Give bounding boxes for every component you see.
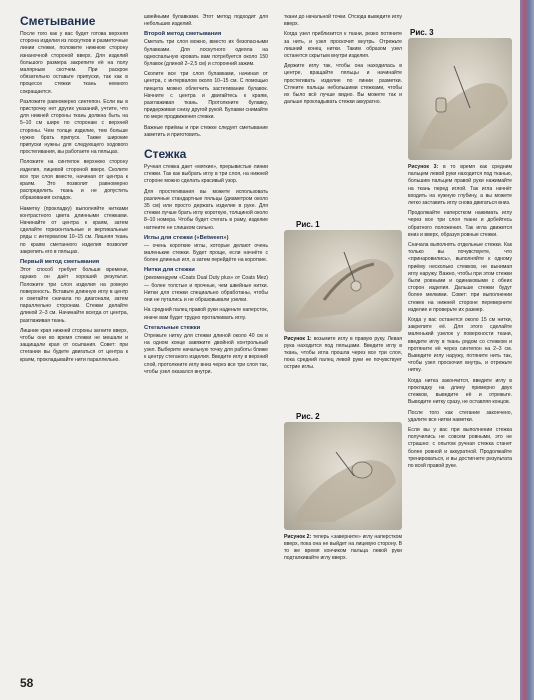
paragraph: На средний палец правой руки наденьте наперсток, иначе вам будет трудно проталкивать иглу. [144, 307, 268, 321]
paragraph: После того как у вас будет готова верхняя сторона изделия из лоскутков и разметочные линии стежки, положите нижнюю сторону изнаночной стороной вверх. Для изделий большого размера закрепите её на полу малярным скотчем. При раскрое обязательно оставьте припуски, так как в процессе стежки ткань немного сокращается. [20, 31, 128, 95]
paragraph: Ручная стежка дает «мягкие», прерывистые линии стежки. Так как выбрать иглу в три слоя, на нижней стороне можно сделать красивый узор. [144, 164, 268, 185]
subheading-first-method: Первый метод сметывания [20, 259, 100, 266]
heading-smetyvanie: Сметывание [20, 14, 96, 28]
heading-stezhka: Стежка [144, 147, 187, 162]
figure-3-photo [408, 38, 512, 160]
caption-text: возьмите иглу в правую руку. Левая рука находится под пяльцами. Введите иглу в ткань, чтобы игла прошла через все три слоя, пока средний палец левой руки не почувствует острие иглы. [284, 336, 402, 370]
paragraph: Сначала выполнять отдельные стежки. Как только вы почувствуете, что «принаровились», выполняйте к одному приёму несколько стежков, не вынимая иглу наружу. Важно, чтобы при этом стежки были ровными и одинаковыми с обеих сторон изделия. Дальше стежки будут более мелкими. Совет: при выполнении стежек на нижней стороне переверните изделие и проверьте их размер. [408, 242, 512, 313]
paragraph: швейными булавками. Этот метод подходит для небольших изделий. [144, 14, 268, 28]
paragraph: Положите на синтепон верхнюю сторону изделия, лицевой стороной вверх. Сколите все три слоя вместе, начиная от центра к краям. Это позволит равномерно распределить ткань и не допустить образования складок. [20, 159, 128, 202]
figure-3-label: Рис. 3 [410, 28, 434, 37]
page-number: 58 [20, 676, 34, 690]
paragraph: Продолжайте наперстком нажимать иглу через все три слоя ткани и добейтесь обратного положения. Так игла движется вниз и вверх, образуя ровные стежки. [408, 210, 512, 238]
paragraph: Важные приёмы и при стежке следует сметывание заметить и приготовить. [144, 124, 268, 138]
paragraph: Если вы у вас при выполнении стежка получились не совсем ровными, это не страшно: с опытом ручная стежка станет более ровной и аккуратной. Продолжайте тренироваться, и вы достигнете результата по всей правой руке. [408, 426, 512, 469]
column-1 [20, 14, 128, 367]
subheading-quilting-stitches: Стегальные стежки [144, 324, 201, 331]
paragraph: Отрежьте нитку для стежки длиной около 40 см и на одном конце завяжите двойной контрольный узел. Выберите начальную точку для работы ближе к центру стеганого изделия. Введите иглу в верхний слой, протолкните иглу вниз через все три слоя так, чтобы узел оказался внутри. [144, 332, 268, 375]
paragraph: — очень короткие иглы, которые делают очень маленькие стежки. Будет проще, если начнёте с более длинных игл, а затем перейдёте на короткие. [144, 242, 268, 264]
hand-needle-illustration [284, 230, 402, 332]
figure-1-caption [284, 336, 402, 371]
figure-1-photo [284, 230, 402, 332]
figure-2-caption [284, 534, 402, 562]
paragraph: Держите иглу так, чтобы она находилась в центре, вращайте пяльцы и начинайте простегивать изделие по линии разметки. Стяните пальцы небольшими стежками, чтобы их было всё лучше видно. Вы можете так и дальше прокладывать стежки аккуратно. [284, 63, 402, 106]
caption-text: в то время как средним пальцем левой руки находится под тканью, большим пальцем правой руки нажимайте на ткань перед иглой. Так игла начнёт входить на нужную глубину, а вы можете легко заставить иглу снова двигаться вниз. [408, 164, 512, 207]
paragraph: Сметать три слоя можно, вместо их безопасными булавками. Для лоскутного одеяла на односпальную кровать вам потребуется около 150 булавок (длиной 2–2,5 см) и сторонний зажим. [144, 39, 268, 68]
caption-label: Рисунок 3: [408, 164, 439, 170]
subheading-second-method: Второй метод сметывания [144, 31, 222, 38]
column-2 [144, 14, 268, 379]
hands-stitching-illustration [408, 38, 512, 160]
figure-1-label: Рис. 1 [296, 220, 320, 229]
paragraph: После того как стегание закончено, удалите все нитки наметки. [408, 409, 512, 423]
column-3 [284, 14, 402, 109]
paragraph: Наметку (прокладку) выполняйте нитками контрастного цвета длинными стежками. Начинайте от центра к краям, затем сделайте горизонтальные и вертикальные ряды с интервалом 10–15 см. Лишняя ткань по краям сметанного изделия позволит закрепить его в пяльцах. [20, 205, 128, 255]
subheading-needles: Иглы для стежки («Between») [144, 234, 229, 241]
paragraph: Когда узел приблизится к ткани, резко потяните за нить, и узел проскочит внутрь. Отрежьте лишний конец нитки. Таким образом узел останется скрытым внутри изделия. [284, 31, 402, 60]
caption-label: Рисунок 2: [284, 534, 312, 540]
paragraph: Этот способ требует больше времени, однако он даёт хороший результат. Положите три слоя изделия на ровную поверхность. Вставьте длинную иглу в центр и сметайте сначала по диагонали, затем параллельно сторонам. Стежки делайте длиной 2–3 см. Начинайте всегда от центра, разглаживая ткань. [20, 267, 128, 324]
paragraph: Лишние края нижней стороны загните вверх, чтобы они во время стежки не мешали и защищали края от осыпания. Совет: при стегании вы будете двигаться от центра к краям, прокладывайте нити параллельно. [20, 327, 128, 363]
paragraph: ткани до начальной точки. Отсюда выведите иглу вверх. [284, 14, 402, 28]
book-edge-strip [520, 0, 534, 700]
subheading-threads: Нитки для стежки [144, 267, 195, 274]
paragraph: Сколите все три слоя булавками, начиная от центра, с интервалом около 10–15 см. С помощью пинцета можно облегчить застегивание булавок. Начните с центра и двигайтесь к краям, разглаживая ткань. Протолкните булавку, придерживая снизу другой рукой. Булавки снимайте по мере продвижения стежки. [144, 71, 268, 121]
hand-thimble-illustration [284, 422, 402, 530]
figure-3-caption [408, 164, 512, 207]
figure-2-label: Рис. 2 [296, 412, 320, 421]
paragraph: Разложите равномерно синтепон. Если вы в пристрочку нет других указаний, учтите, что для нижней стороны ткань должна быть на 5–10 см шире по сторонам с верхней стороны. Чем толще изделие, тем больше нужно брать припуск. Также широкие припуски нужны для следующего ходового простегивания, вы работаете на пяльцах. [20, 98, 128, 156]
caption-text: теперь «заверните» иглу наперстком вверх, пока она не выйдет на лицевую сторону. В то же время кончиком пальца левой руки подталкивайте иглу вверх. [284, 534, 402, 561]
paragraph: Когда у вас останется около 15 см нитки, закрепите её. Для этого сделайте маленький узелок у поверхности ткани, введите иглу в ткань рядом со стежком и протяните её через синтепон на 2–3 см. Выведите иглу наружу, потяните нить так, чтобы узел проскочил внутрь, и отрежьте нитку. [408, 317, 512, 374]
caption-label: Рисунок 1: [284, 336, 312, 342]
paragraph: Когда нитка закончится, введите иглу в прокладку на длину примерно двух стежков, выведите её и отрежьте. Выводите нитку сразу, не оставляя концов. [408, 377, 512, 406]
figure-2-photo [284, 422, 402, 530]
paragraph: (рекомендуем «Coats Dual Duty plus» от Coats Mez) — более толстые и прочные, чем швейные нитки. Нитки для стежки специально обработаны, чтобы они не путались и не образовывали узелки. [144, 275, 268, 304]
paragraph: Для простегивания вы можете использовать различные стандартные пяльцы (диаметром около 35 см) или просто держать изделие в руке. Для стежки лучше брать иглу короткую, толщиной около 8–10 номера. Чтобы будет стегать в раму, изделие натяните не слишком сильно. [144, 188, 268, 231]
column-4 [408, 164, 512, 473]
